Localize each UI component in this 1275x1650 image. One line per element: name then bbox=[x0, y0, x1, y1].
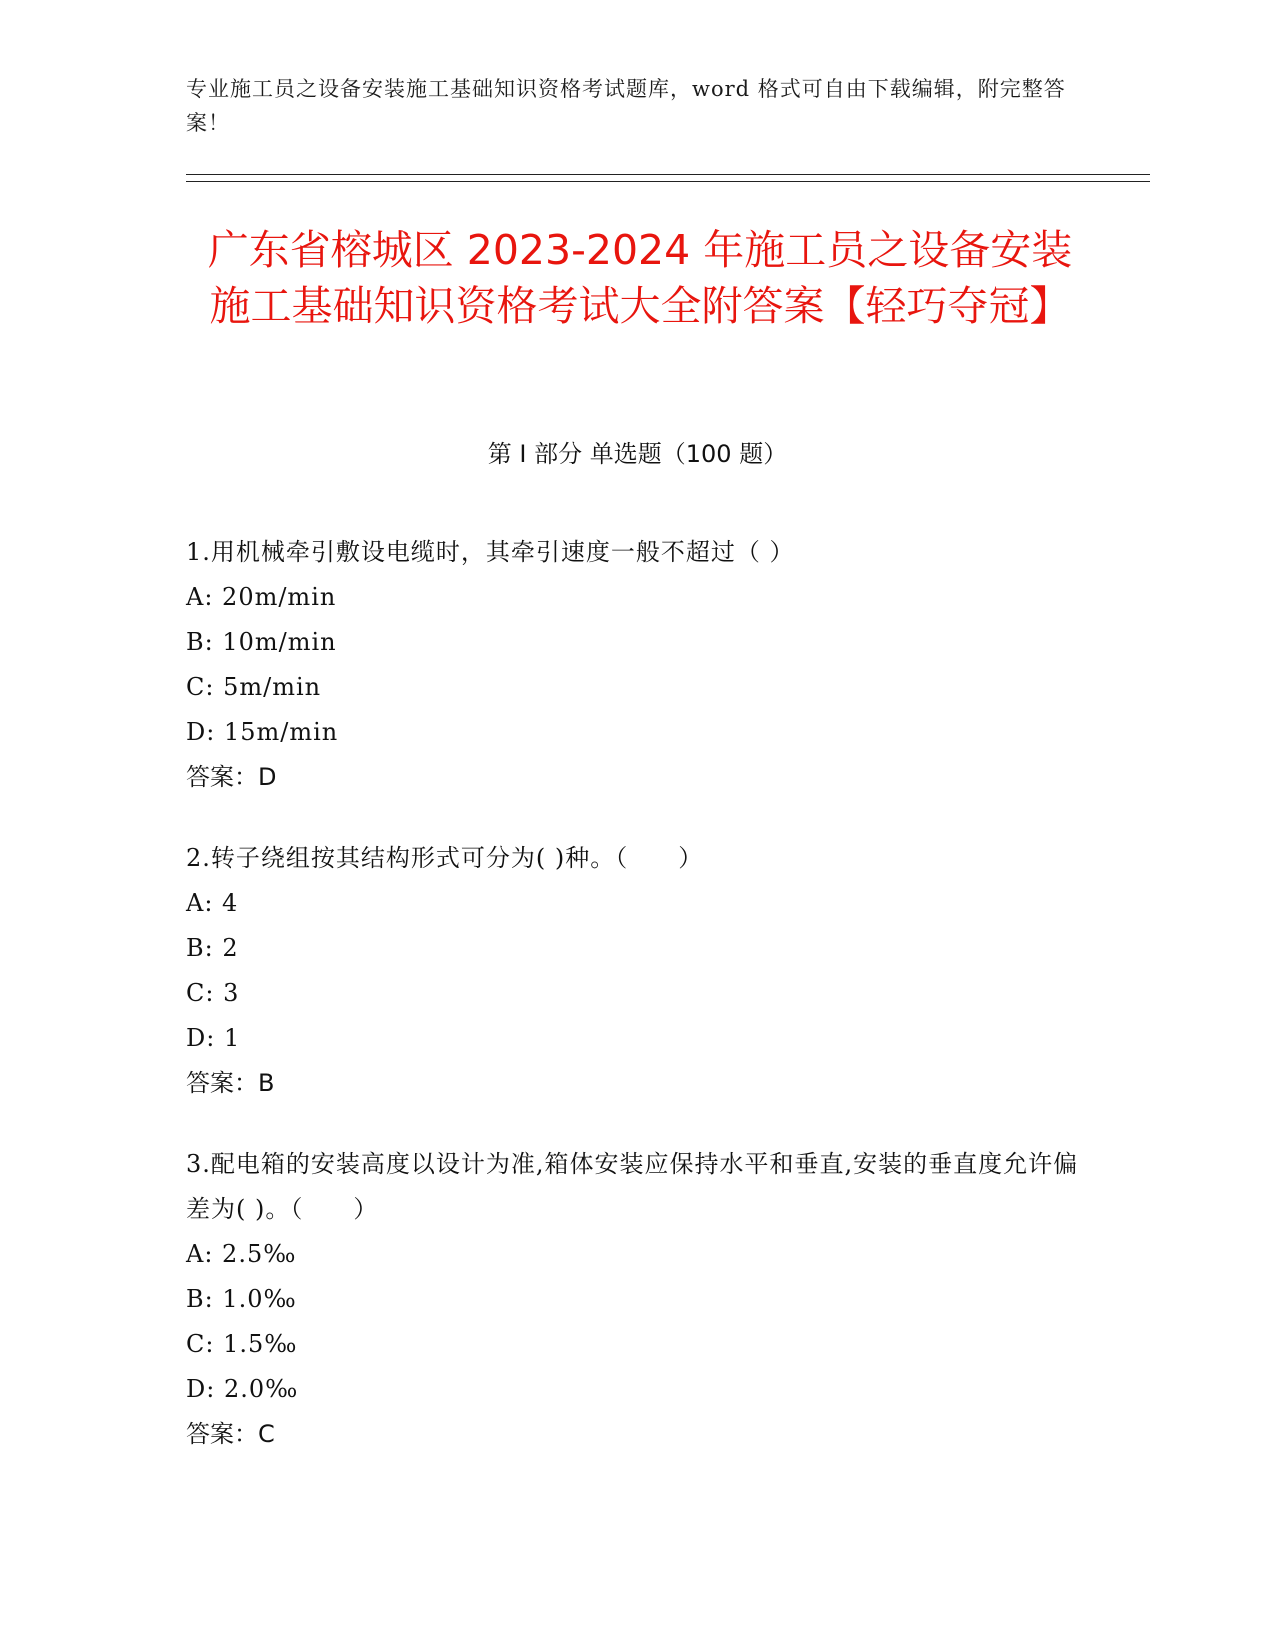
option-d: D: 1 bbox=[186, 1024, 241, 1052]
section-heading: 第 I 部分 单选题（100 题） bbox=[487, 440, 788, 468]
question-stem: 3.配电箱的安装高度以设计为准,箱体安装应保持水平和垂直,安装的垂直度允许偏差为( )。（ ） bbox=[186, 1150, 1079, 1223]
option-c: C: 1.5‰ bbox=[186, 1330, 298, 1358]
option-a: A: 4 bbox=[186, 889, 239, 917]
header-divider-top bbox=[186, 174, 1150, 175]
answer-line: 答案：C bbox=[186, 1420, 275, 1448]
question-3 bbox=[186, 1142, 1086, 1457]
question-stem: 2.转子绕组按其结构形式可分为( )种。（ ） bbox=[186, 844, 704, 872]
header-divider-bottom bbox=[186, 181, 1150, 182]
option-a: A: 2.5‰ bbox=[186, 1240, 297, 1268]
option-c: C: 5m/min bbox=[186, 673, 322, 701]
option-d: D: 2.0‰ bbox=[186, 1375, 299, 1403]
option-b: B: 2 bbox=[186, 934, 239, 962]
header-note: 专业施工员之设备安装施工基础知识资格考试题库，word 格式可自由下载编辑，附完整答案！ bbox=[186, 77, 1066, 135]
question-list bbox=[186, 530, 1086, 1493]
option-c: C: 3 bbox=[186, 979, 240, 1007]
answer-line: 答案：D bbox=[186, 763, 277, 791]
option-b: B: 1.0‰ bbox=[186, 1285, 297, 1313]
document-title: 广东省榕城区 2023-2024 年施工员之设备安装施工基础知识资格考试大全附答案【轻巧夺冠】 bbox=[207, 226, 1073, 330]
option-b: B: 10m/min bbox=[186, 628, 337, 656]
option-a: A: 20m/min bbox=[186, 583, 337, 611]
question-1 bbox=[186, 530, 1086, 800]
question-stem: 1.用机械牵引敷设电缆时，其牵引速度一般不超过（ ） bbox=[186, 538, 795, 566]
answer-line: 答案：B bbox=[186, 1069, 275, 1097]
option-d: D: 15m/min bbox=[186, 718, 339, 746]
question-2 bbox=[186, 836, 1086, 1106]
